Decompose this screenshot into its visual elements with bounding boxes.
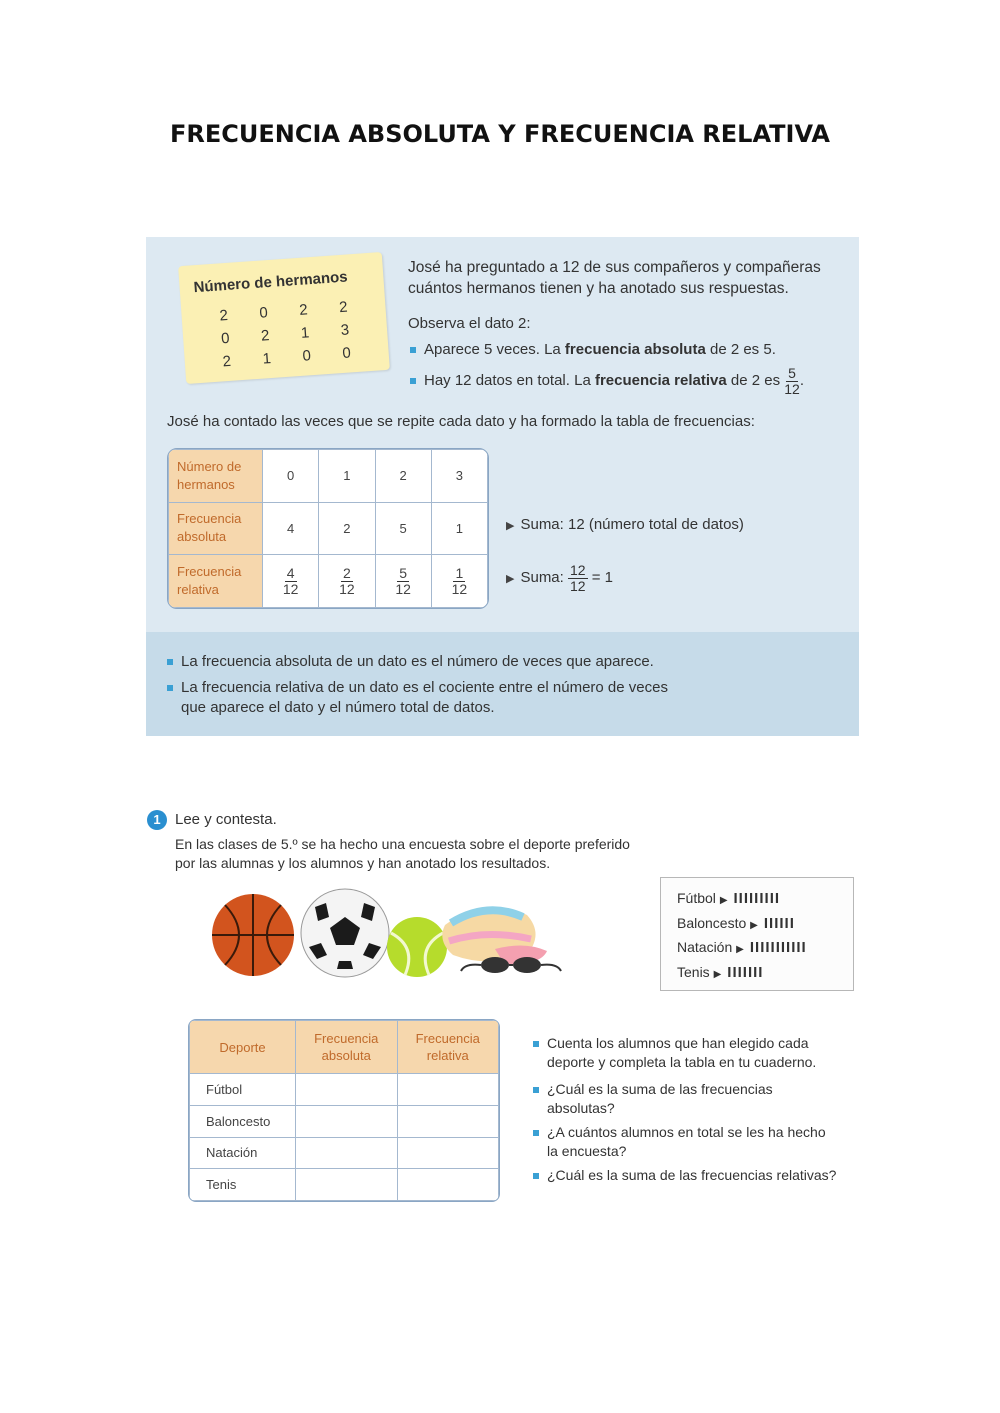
tally-marks: IIIIIIIIIII: [749, 939, 807, 956]
answer-cell: [397, 1169, 499, 1201]
header-line: relativa: [426, 1048, 469, 1063]
sum-text: = 1: [591, 569, 614, 586]
bullet-text: Aparece 5 veces. La: [424, 341, 565, 358]
table-cell: [319, 555, 375, 608]
play-arrow-icon: ▶: [750, 920, 758, 931]
label-line: absoluta: [177, 529, 227, 545]
label-line: Número de: [177, 458, 242, 474]
answer-cell: [397, 1105, 499, 1137]
row-label: [169, 450, 263, 503]
bullet-bold: frecuencia relativa: [594, 372, 727, 389]
sum-text: Suma: 12 (número total de datos): [520, 516, 744, 533]
sport-cell: Tenis: [190, 1169, 296, 1201]
swim-cap-icon: [442, 907, 547, 965]
exercise-number-badge: 1: [147, 810, 167, 830]
note-value: 0: [341, 344, 352, 362]
column-header: [296, 1021, 398, 1074]
question-text: ¿A cuántos alumnos en total se les ha hecho: [547, 1124, 826, 1140]
sport-cell: Baloncesto: [190, 1105, 296, 1137]
table-header-row: [190, 1021, 499, 1074]
table-cell: 1: [319, 450, 375, 503]
note-value: 3: [340, 321, 350, 340]
row-label: [169, 555, 263, 608]
bullet-text: Hay 12 datos en total. La: [424, 372, 595, 389]
question-2-line2: absolutas?: [547, 1100, 615, 1116]
numerator: 5: [399, 564, 408, 581]
frequency-table: [167, 448, 489, 609]
intro-line-2: cuántos hermanos tienen y ha anotado sus respuestas.: [408, 280, 789, 297]
header-line: Frecuencia: [314, 1031, 379, 1046]
denominator: 12: [282, 580, 299, 597]
denominator: 12: [395, 580, 411, 597]
bullet-relative: [410, 364, 804, 398]
sum-text: Suma:: [520, 569, 564, 586]
sports-frequency-table: [188, 1019, 500, 1202]
numerator: 1: [455, 564, 464, 581]
table-row: [169, 502, 488, 555]
fraction: [452, 566, 468, 597]
play-arrow-icon: ▶: [719, 895, 728, 906]
question-3-line2: la encuesta?: [547, 1143, 627, 1159]
bullet-icon: [167, 685, 173, 691]
question-1: [533, 1033, 809, 1053]
numerator: 4: [286, 564, 295, 581]
column-header: [397, 1021, 499, 1074]
note-values: [203, 297, 367, 371]
fraction: [339, 566, 355, 597]
note-value: 2: [260, 327, 270, 345]
bullet-absolute: [410, 340, 776, 360]
tally-marks: IIIIIIIII: [733, 890, 781, 907]
theory-panel: [146, 237, 859, 736]
bullet-icon: [410, 378, 416, 384]
table-cell: 4: [263, 502, 319, 555]
sport-cell: Natación: [190, 1137, 296, 1169]
label-line: hermanos: [177, 476, 235, 492]
denominator: 12: [339, 580, 355, 597]
bullet-icon: [410, 347, 416, 353]
answer-cell: [397, 1074, 499, 1106]
bullet-text: .: [799, 372, 804, 389]
bullet-bold: frecuencia absoluta: [564, 341, 706, 358]
note-title: Número de hermanos: [193, 268, 349, 297]
tally-marks: IIIIIII: [727, 964, 764, 981]
table-cell: 2: [319, 502, 375, 555]
question-3: [533, 1122, 826, 1142]
table-row: [169, 450, 488, 503]
question-1-line2: deporte y completa la tabla en tu cuaderno.: [547, 1054, 817, 1070]
answer-cell: [296, 1169, 398, 1201]
table-row: [190, 1137, 499, 1169]
table-cell: 5: [375, 502, 431, 555]
table-row: [169, 555, 488, 608]
note-value: 1: [262, 350, 272, 368]
tally-row: [677, 964, 763, 981]
table-row: [190, 1169, 499, 1201]
data-note-card: [178, 252, 390, 384]
tally-sport: Baloncesto: [677, 915, 747, 931]
numerator: 5: [788, 364, 796, 381]
bullet-icon: [533, 1041, 539, 1047]
note-value: 2: [338, 298, 349, 317]
table-intro: José ha contado las veces que se repite cada dato y ha formado la tabla de frecuencias:: [167, 413, 755, 430]
definition-text: La frecuencia relativa de un dato es el cociente entre el número de veces: [181, 679, 668, 696]
tally-row: [677, 915, 795, 932]
answer-cell: [296, 1137, 398, 1169]
header-line: Frecuencia: [415, 1031, 480, 1046]
numerator: 2: [342, 564, 351, 581]
exercise-heading: Lee y contesta.: [175, 811, 277, 828]
tally-sport: Fútbol: [677, 890, 716, 906]
fraction: [568, 563, 588, 594]
label-line: Frecuencia: [177, 511, 242, 527]
bullet-text: de 2 es 5.: [705, 341, 776, 358]
question-text: ¿Cuál es la suma de las frecuencias: [547, 1081, 773, 1097]
tally-marks: IIIIII: [763, 915, 795, 932]
sum-absolute: [506, 515, 744, 536]
table-cell: [375, 555, 431, 608]
play-arrow-icon: ▶: [736, 944, 744, 955]
bullet-text: de 2 es: [726, 372, 781, 389]
note-value: 0: [301, 347, 312, 365]
definition-relative: [167, 678, 668, 698]
sum-relative: [506, 560, 613, 597]
column-header: Deporte: [190, 1021, 296, 1074]
tally-card: [660, 877, 854, 991]
tally-sport: Natación: [677, 939, 733, 955]
denominator: 12: [784, 380, 800, 397]
note-value: 0: [258, 304, 269, 322]
definition-text: La frecuencia absoluta de un dato es el número de veces que aparece.: [181, 653, 654, 670]
answer-cell: [296, 1074, 398, 1106]
note-value: 2: [218, 306, 229, 325]
note-value: 0: [220, 329, 231, 348]
exercise-text-line1: En las clases de 5.º se ha hecho una encuesta sobre el deporte preferido: [175, 836, 630, 852]
intro-line-1: José ha preguntado a 12 de sus compañeros y compañeras: [408, 259, 821, 276]
header-line: absoluta: [321, 1048, 371, 1063]
row-label: [169, 502, 263, 555]
bullet-icon: [167, 659, 173, 665]
question-text: Cuenta los alumnos que han elegido cada: [547, 1035, 809, 1051]
numerator: 12: [570, 561, 586, 578]
fraction: [395, 566, 411, 597]
note-value: 2: [298, 301, 309, 319]
note-value: 2: [222, 352, 232, 371]
table-cell: [263, 555, 319, 608]
sport-cell: Fútbol: [190, 1074, 296, 1106]
label-line: relativa: [177, 582, 219, 598]
table-cell: 0: [263, 450, 319, 503]
definition-relative-line2: que aparece el dato y el número total de datos.: [181, 699, 495, 716]
fraction: [283, 566, 299, 597]
exercise-text-line2: por las alumnas y los alumnos y han anotado los resultados.: [175, 855, 551, 871]
denominator: 12: [451, 580, 468, 597]
soccer-ball-icon: [301, 889, 389, 977]
denominator: 12: [570, 577, 586, 594]
table-cell: 1: [431, 502, 487, 555]
label-line: Frecuencia: [177, 564, 242, 580]
bullet-icon: [533, 1173, 539, 1179]
note-value: 1: [300, 324, 310, 342]
play-arrow-icon: ▶: [506, 573, 515, 585]
tally-row: [677, 939, 807, 956]
observe-text: Observa el dato 2:: [408, 315, 531, 332]
play-arrow-icon: ▶: [506, 520, 515, 532]
play-arrow-icon: ▶: [713, 969, 722, 980]
sports-balls-illustration: [205, 885, 590, 980]
tennis-ball-icon: [387, 917, 447, 977]
basketball-icon: [212, 894, 294, 976]
table-cell: 2: [375, 450, 431, 503]
question-text: ¿Cuál es la suma de las frecuencias relativas?: [547, 1167, 837, 1183]
table-cell: [431, 555, 487, 608]
answer-cell: [397, 1137, 499, 1169]
fraction: [784, 366, 800, 397]
bullet-icon: [533, 1130, 539, 1136]
tally-sport: Tenis: [677, 964, 710, 980]
table-row: [190, 1105, 499, 1137]
table-cell: 3: [431, 450, 487, 503]
answer-cell: [296, 1105, 398, 1137]
bullet-icon: [533, 1087, 539, 1093]
definition-absolute: [167, 652, 654, 672]
tally-row: [677, 890, 780, 907]
page-title: FRECUENCIA ABSOLUTA Y FRECUENCIA RELATIVA: [170, 120, 830, 148]
table-row: [190, 1074, 499, 1106]
question-4: [533, 1165, 836, 1185]
question-2: [533, 1079, 773, 1099]
